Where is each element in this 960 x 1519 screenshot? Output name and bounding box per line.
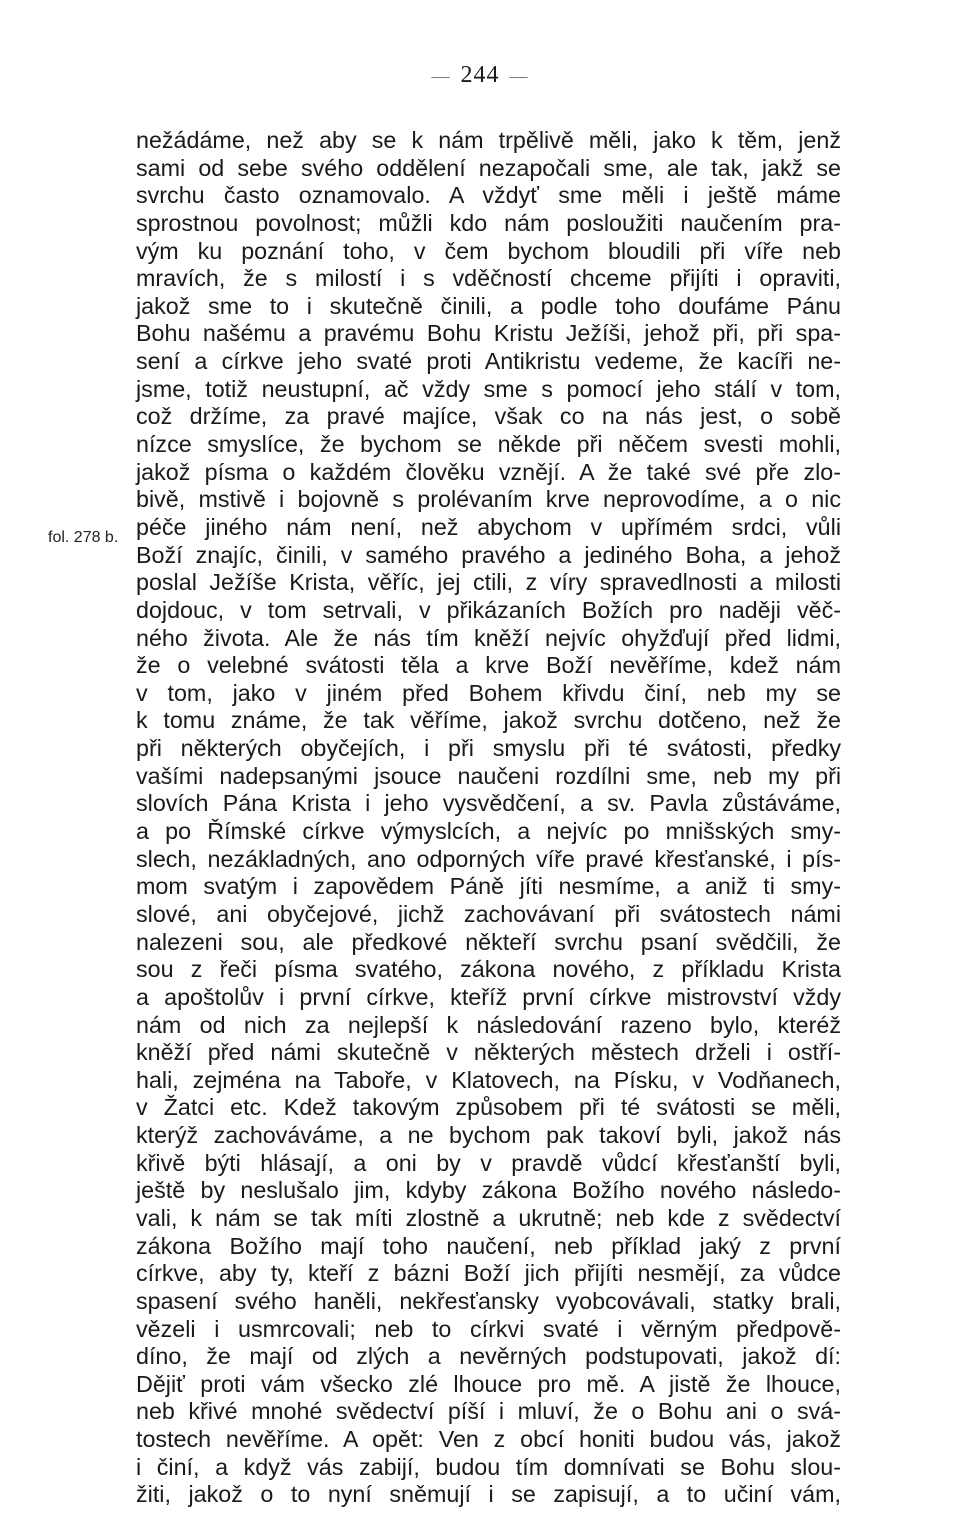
text-line: ného života. Ale že nás tím kněží nejvíc ohyžďují před lidmi, [136,624,841,651]
text-line: spasení svého haněli, nekřesťansky vyobcovávali, statky brali, [136,1287,841,1314]
text-line: sprostnou povolnost; můžli kdo nám posloužiti naučením pra- [136,209,841,236]
text-line: vým ku poznání toho, v čem bychom bloudili při víře neb [136,237,841,264]
text-line: při některých obyčejích, i při smyslu při té svátosti, předky [136,735,841,762]
text-line: kněží před námi skutečně v některých městech drželi i ostří- [136,1039,841,1066]
text-line: slech, nezákladných, ano odporných víře pravé křesťanské, i pís- [136,845,841,872]
text-line: péče jiného nám není, než abychom v upřímém srdci, vůli [136,513,841,540]
text-line: sou z řeči písma svatého, zákona nového, z příkladu Krista [136,956,841,983]
text-line: mom svatým i zapovědem Páně jíti nesmíme, a aniž ti smy- [136,873,841,900]
text-line: poslal Ježíše Krista, věříc, jej ctili, z víry spravedlnosti a milosti [136,569,841,596]
text-line: slové, ani obyčejové, jichž zachovávaní při svátostech námi [136,900,841,927]
text-line: Boží znajíc, činili, v samého pravého a jediného Boha, a jehož [136,541,841,568]
text-line: vězeli i usmrcovali; neb to církvi svaté i věrným předpově- [136,1315,841,1342]
body-text [136,127,841,1509]
text-line: žiti, jakož o to nyní sněmují i se zapisují, a to učiní vám, [136,1481,841,1508]
text-line: v tom, jako v jiném před Bohem křivdu činí, neb my se [136,679,841,706]
text-line: hali, zejména na Taboře, v Klatovech, na Písku, v Vodňanech, [136,1066,841,1093]
text-line: Bohu našému a pravému Bohu Kristu Ježíši, jehož při, při spa- [136,320,841,347]
text-line: a apoštolův i první církve, kteříž první církve mistrovství vždy [136,983,841,1010]
text-line: sami od sebe svého oddělení nezapočali sme, ale tak, jakž se [136,154,841,181]
text-line: zákona Božího mají toho naučení, neb příklad jaký z první [136,1232,841,1259]
text-line: bivě, mstivě i bojovně s prolévaním krve neprovodíme, a o nic [136,486,841,513]
text-line: ještě by neslušalo jim, kdyby zákona Božího nového následo- [136,1177,841,1204]
text-line: Dějiť proti vám všecko zlé lhouce pro mě. A jistě že lhouce, [136,1370,841,1397]
text-line: svrchu často oznamovalo. A vždyť sme měli i ještě máme [136,182,841,209]
text-line: že o velebné svátosti těla a krve Boží nevěříme, kdež nám [136,652,841,679]
folio-margin-note: fol. 278 b. [48,529,119,546]
text-line: církve, aby ty, kteří z bázni Boží jich přijíti nesmějí, za vůdce [136,1260,841,1287]
text-line: nám od nich za nejlepší k následování razeno bylo, kteréž [136,1011,841,1038]
text-line: jakož sme to i skutečně činili, a podle toho doufáme Pánu [136,292,841,319]
text-line: nežádáme, než aby se k nám trpělivě měli, jako k těm, jenž [136,127,841,153]
text-line: v Žatci etc. Kdež takovým způsobem při té svátosti se měli, [136,1094,841,1121]
text-line: křivě býti hlásají, a oni by v pravdě vůdcí křesťanští byli, [136,1149,841,1176]
text-line: nalezeni sou, ale předkové někteří svrchu psaní svědčili, že [136,928,841,955]
text-line: k tomu známe, že tak věříme, jakož svrchu dotčeno, než že [136,707,841,734]
page-number: — 244 — [431,62,529,88]
text-line: slovích Pána Krista i jeho vysvědčení, a sv. Pavla zůstáváme, [136,790,841,817]
text-line: neb křivé mnohé svědectví píší i mluví, že o Bohu ani o svá- [136,1398,841,1425]
text-line: a po Římské církve výmyslcích, a nejvíc po mnišských smy- [136,818,841,845]
text-line: vali, k nám se tak míti zlostně a ukrutně; neb kde z svědectví [136,1204,841,1231]
text-line: kterýž zachováváme, a ne bychom pak takoví byli, jakož nás [136,1122,841,1149]
text-line: což držíme, za pravé majíce, však co na nás jest, o sobě [136,403,841,430]
text-line: sení a církve jeho svaté proti Antikristu vedeme, že kacíři ne- [136,348,841,375]
text-line: i činí, a když vás zabijí, budou tím domnívati se Bohu slou- [136,1453,841,1480]
text-line: tostech nevěříme. A opět: Ven z obcí honiti budou vás, jakož [136,1426,841,1453]
text-line: mravích, že s milostí i s vděčností chceme přijíti i opraviti, [136,265,841,292]
text-line: jakož písma o každém člověku vznějí. A že také své pře zlo- [136,458,841,485]
text-line: jsme, totiž neustupní, ač vždy sme s pomocí jeho stálí v tom, [136,375,841,402]
text-line: vašími nadepsanými jsouce naučeni rozdílni sme, neb my při [136,762,841,789]
text-line: díno, že mají od zlých a nevěrných podstupovati, jakož dí: [136,1343,841,1370]
text-line: nízce smyslíce, že bychom se někde při něčem svesti mohli, [136,431,841,458]
text-line: dojdouc, v tom setrvali, v přikázaních Božích pro naději věč- [136,596,841,623]
